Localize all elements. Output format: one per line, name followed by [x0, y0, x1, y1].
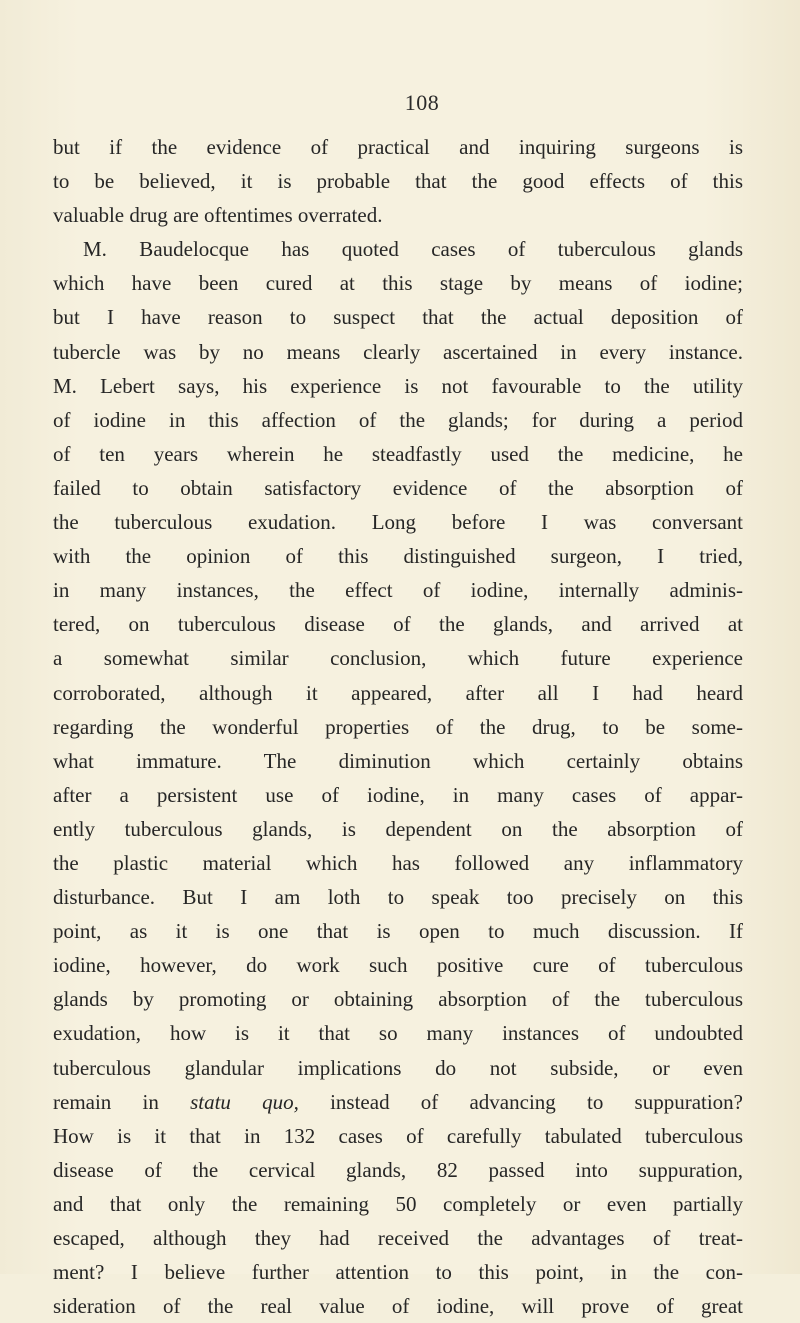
text-line: of ten years wherein he steadfastly used the medicine, he — [53, 441, 743, 466]
text-line: with the opinion of this distinguished surgeon, I tried, — [53, 544, 743, 569]
text-line: and that only the remaining 50 completely or even partially — [53, 1191, 743, 1216]
text-line: corroborated, although it appeared, after all I had heard — [53, 680, 743, 705]
text-line-statu-quo — [53, 1085, 743, 1119]
text-line: M. Lebert says, his experience is not favourable to the utility — [53, 373, 743, 398]
text-line: regarding the wonderful properties of the drug, to be some- — [53, 714, 743, 739]
text-line: M. Baudelocque has quoted cases of tuberculous glands — [83, 237, 743, 262]
text-line: iodine, however, do work such positive cure of tuberculous — [53, 953, 743, 978]
text-line: failed to obtain satisfactory evidence of the absorption of — [53, 475, 743, 500]
text-line: but if the evidence of practical and inquiring surgeons is — [53, 135, 743, 159]
text-line: the tuberculous exudation. Long before I was conversant — [53, 510, 743, 535]
text-line: tuberculous glandular implications do not subside, or even — [53, 1055, 743, 1080]
text-line: of iodine in this affection of the glands; for during a period — [53, 407, 743, 432]
text-line: ment? I believe further attention to this point, in the con- — [53, 1260, 743, 1285]
text-line: disease of the cervical glands, 82 passed into suppuration, — [53, 1157, 743, 1182]
text-line: what immature. The diminution which certainly obtains — [53, 748, 743, 773]
text-line: disturbance. But I am loth to speak too precisely on this — [53, 885, 743, 910]
text-line: tered, on tuberculous disease of the glands, and arrived at — [53, 612, 743, 637]
text-fragment: remain in — [53, 1089, 191, 1114]
text-line: which have been cured at this stage by means of iodine; — [53, 271, 743, 296]
text-line: glands by promoting or obtaining absorption of the tuberculous — [53, 987, 743, 1012]
text-line: How is it that in 132 cases of carefully tabulated tuberculous — [53, 1123, 743, 1148]
text-line: a somewhat similar conclusion, which future experience — [53, 646, 743, 671]
page-number: 108 — [404, 90, 440, 115]
text-line: point, as it is one that is open to much discussion. If — [53, 919, 743, 944]
text-line: in many instances, the effect of iodine, internally adminis- — [53, 578, 743, 603]
body-text — [53, 130, 743, 1323]
italic-latin-phrase: statu quo, — [190, 1089, 299, 1114]
text-line: sideration of the real value of iodine, will prove of great — [53, 1294, 743, 1319]
text-line: escaped, although they had received the advantages of treat- — [53, 1226, 743, 1250]
text-line: tubercle was by no means clearly ascertained in every instance. — [53, 339, 743, 364]
text-line: valuable drug are oftentimes overrated. — [53, 203, 383, 228]
text-line: after a persistent use of iodine, in many cases of appar- — [53, 782, 743, 807]
text-fragment: instead of advancing to suppuration? — [298, 1089, 744, 1114]
text-line: ently tuberculous glands, is dependent on the absorption of — [53, 816, 743, 841]
text-line: the plastic material which has followed any inflammatory — [53, 850, 743, 875]
text-line: to be believed, it is probable that the good effects of this — [53, 169, 743, 194]
text-line: but I have reason to suspect that the actual deposition of — [53, 305, 743, 330]
text-line: exudation, how is it that so many instances of undoubted — [53, 1021, 743, 1046]
